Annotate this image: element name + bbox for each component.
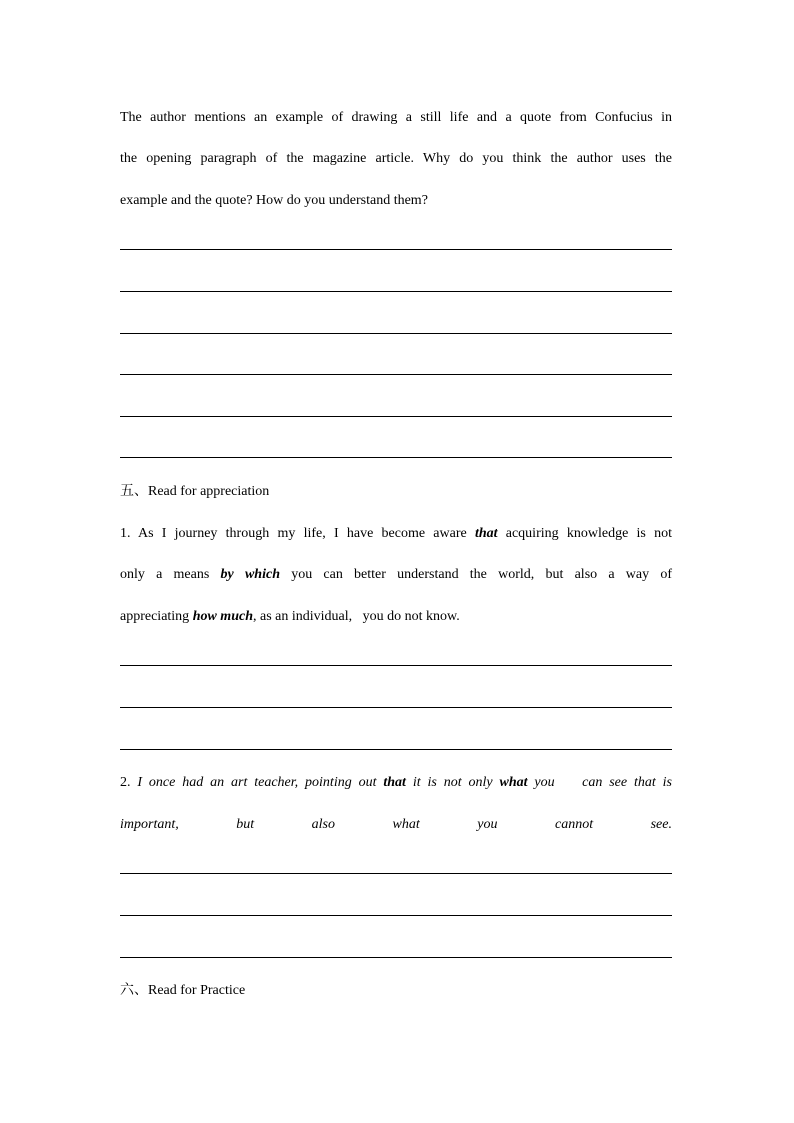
item-1-line-1 [120, 524, 672, 544]
item-1-text: appreciating [120, 609, 193, 624]
answer-line[interactable] [120, 374, 672, 375]
item-1-text: you can better understand the world, but also a way of [279, 567, 672, 582]
answer-line[interactable] [120, 249, 672, 250]
item-2-text: it is not only [405, 775, 500, 790]
answer-line[interactable] [120, 457, 672, 458]
emphasis-what: what [499, 775, 528, 790]
section-5-heading: 五、Read for appreciation [120, 484, 270, 499]
item-2-text: I once had an art teacher, pointing out [137, 775, 384, 790]
answer-line[interactable] [120, 707, 672, 708]
emphasis-that: that [383, 775, 406, 790]
answer-line[interactable] [120, 416, 672, 417]
emphasis-that: that [474, 526, 498, 541]
item-2-number: 2. [120, 775, 138, 790]
item-1-line-2 [120, 565, 672, 585]
answer-line[interactable] [120, 665, 672, 666]
item-2-line-1 [120, 773, 672, 793]
item-2-text: you can see that is [527, 775, 672, 790]
item-2-line-2: important, but also what you cannot see. [120, 817, 672, 832]
answer-line[interactable] [120, 291, 672, 292]
question-line-1: The author mentions an example of drawing a still life and a quote from Confucius in [120, 110, 672, 125]
item-1-line-3 [120, 607, 672, 627]
question-line-2: the opening paragraph of the magazine article. Why do you think the author uses the [120, 151, 672, 166]
item-1-text: 1. As I journey through my life, I have become aware [120, 526, 475, 541]
emphasis-by-which: by which [220, 567, 280, 582]
answer-line[interactable] [120, 873, 672, 874]
item-1-text: only a means [120, 567, 221, 582]
emphasis-how-much: how much [192, 609, 253, 624]
answer-line[interactable] [120, 957, 672, 958]
answer-line[interactable] [120, 915, 672, 916]
answer-line[interactable] [120, 333, 672, 334]
item-1-text: acquiring knowledge is not [497, 526, 672, 541]
answer-line[interactable] [120, 749, 672, 750]
section-6-heading: 六、Read for Practice [120, 983, 246, 998]
item-1-text: , as an individual, you do not know. [253, 609, 460, 624]
question-line-3: example and the quote? How do you understand them? [120, 193, 428, 208]
